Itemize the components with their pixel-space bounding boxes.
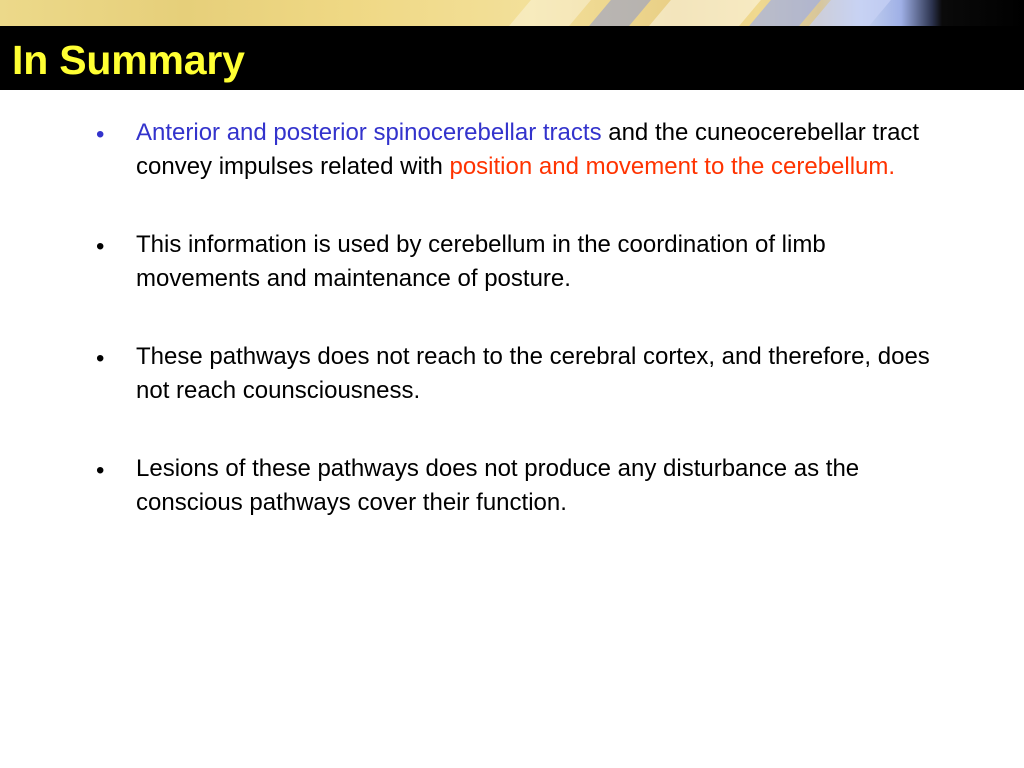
bullet-list [0,116,1024,564]
body-text: This information is used by cerebellum in the coordination of limb movements and maintenance of posture. [136,231,826,292]
body-text: and the cuneocerebellar tract convey impulses related with [136,119,920,180]
body-text: Lesions of these pathways does not produce any disturbance as the conscious pathways cover their function. [136,455,860,516]
bullet-item [0,452,1024,520]
bullet-dot-icon: • [96,233,105,260]
bullet-dot-icon: • [96,345,105,372]
highlight-red-text: position and movement to the cerebellum. [449,153,896,180]
bullet-text [136,452,946,520]
bullet-dot-icon: • [96,121,105,148]
bullet-item [0,340,1024,408]
bullet-text [136,228,946,296]
body-text: These pathways does not reach to the cerebral cortex, and therefore, does not reach counsciousness. [136,343,930,404]
title-bar [0,26,1024,90]
bullet-text [136,340,946,408]
slide-title: In Summary [12,37,245,83]
bullet-text [136,116,946,184]
bullet-dot-icon: • [96,457,105,484]
decorative-header-strip [0,0,1024,26]
bullet-item [0,228,1024,296]
bullet-item [0,116,1024,184]
highlight-blue-text: Anterior and posterior spinocerebellar tracts [136,119,602,146]
